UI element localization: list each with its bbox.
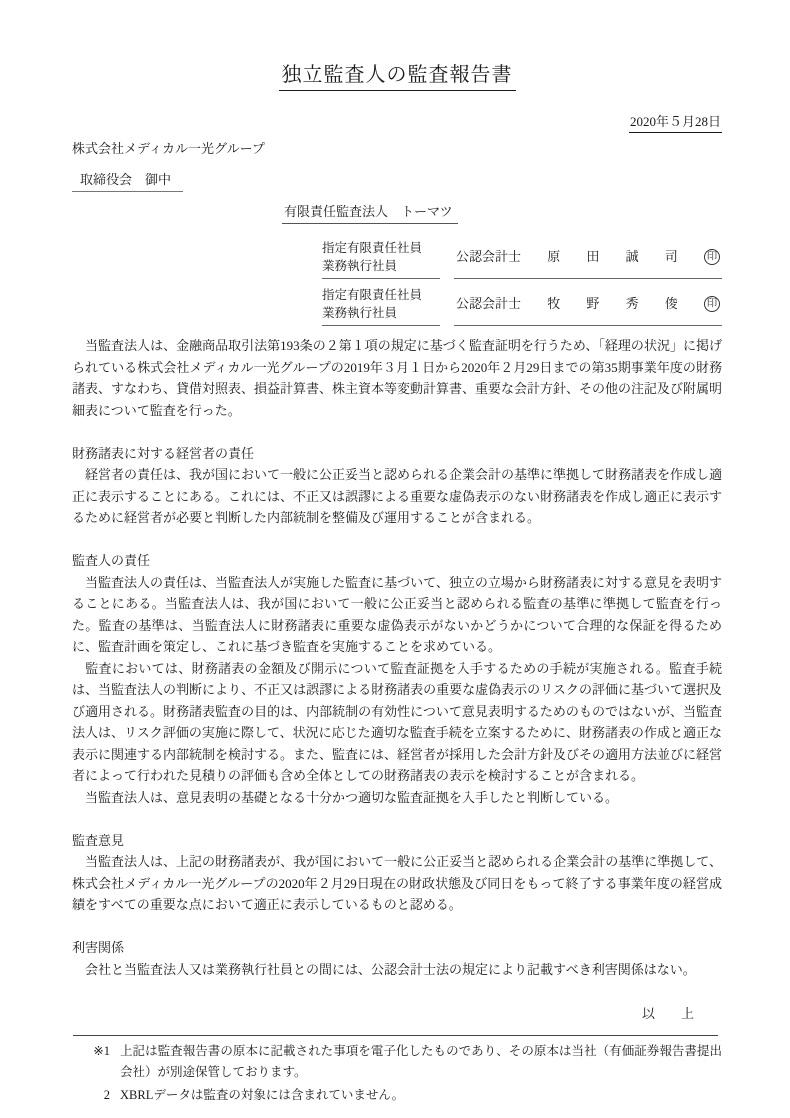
- closing-mark: 以 上: [641, 1006, 694, 1021]
- signatory-role-line2: 業務執行社員: [322, 305, 398, 320]
- footnote: [72, 1041, 722, 1083]
- signatory-role-line2: 業務執行社員: [322, 258, 398, 273]
- seal-icon: 印: [704, 296, 720, 312]
- signatory-name-char: 誠: [625, 249, 639, 265]
- date-row: [72, 113, 722, 133]
- section-paragraph: 会社と当監査法人又は業務執行社員との間には、公認会計士法の規定により記載すべき利害関係はない。: [72, 961, 696, 977]
- footnote-text: 上記は監査報告書の原本に記載された事項を電子化したものであり、その原本は当社（有価証券報告書提出会社）が別途保管しております。: [120, 1043, 722, 1079]
- section-heading: 利害関係: [72, 940, 125, 955]
- addressee-board-row: [72, 171, 722, 192]
- signatory-role-line1: 指定有限責任社員: [322, 288, 423, 302]
- signatory-name-line: [454, 287, 722, 326]
- cpa-title: 公認会計士: [456, 296, 522, 312]
- signatory-name-char: 司: [664, 249, 678, 265]
- footnotes: [72, 1041, 722, 1106]
- section-audit-opinion: [72, 830, 722, 916]
- section-paragraph: 当監査法人は、上記の財務諸表が、我が国において一般に公正妥当と認められる企業会計の基準に準拠して、株式会社メディカル一光グループの2020年２月29日現在の財政状態及び同日をもって終了する事業年度の経営成績をすべての重要な点において適正に表示しているものと認める。: [72, 854, 722, 912]
- footnote: [72, 1085, 722, 1106]
- section-heading: 財務諸表に対する経営者の責任: [72, 445, 255, 461]
- audit-firm-name: 有限責任監査法人 トーマツ: [282, 203, 458, 224]
- section-heading: 監査意見: [72, 832, 125, 848]
- cpa-title: 公認会計士: [456, 249, 522, 265]
- addressee-board: 取締役会 御中: [72, 171, 183, 192]
- signatory-name-char: 野: [586, 296, 600, 312]
- footnote-marker: ※1: [93, 1043, 110, 1058]
- seal-icon: 印: [704, 249, 720, 265]
- signatory-name-char: 牧: [547, 296, 561, 312]
- report-date: 2020年５月28日: [629, 113, 722, 133]
- section-paragraph: 当監査法人は、意見表明の基礎となる十分かつ適切な監査証拠を入手したと判断している。: [72, 789, 619, 805]
- section-paragraph: 経営者の責任は、我が国において一般に公正妥当と認められる企業会計の基準に準拠して財務諸表を作成し適正に表示することにある。これには、不正又は誤謬による重要な虚偽表示のない財務諸表を作成し適正に表示するために経営者が必要と判断した内部統制を整備及び運用することが含まれる。: [72, 467, 723, 525]
- signature-row: [322, 240, 722, 279]
- footnote-marker: 2: [103, 1087, 110, 1102]
- signatory-role: [322, 287, 440, 326]
- closing-row: [72, 1003, 722, 1025]
- section-conflict-of-interest: [72, 937, 722, 980]
- audit-firm-row: [282, 203, 722, 224]
- document-title: 独立監査人の監査報告書: [279, 62, 516, 91]
- section-heading: 監査人の責任: [72, 553, 151, 568]
- footnote-text: XBRLデータは監査の対象には含まれていません。: [120, 1087, 405, 1102]
- addressee-company: 株式会社メディカル一光グループ: [72, 141, 265, 156]
- section-management-responsibility: [72, 443, 722, 529]
- title-row: [72, 62, 722, 91]
- signatory-name-char: 俊: [664, 296, 678, 312]
- signature-block: [322, 240, 722, 326]
- section-paragraph: 当監査法人の責任は、当監査法人が実施した監査に基づいて、独立の立場から財務諸表に対する意見を表明することにある。当監査法人は、我が国において一般に公正妥当と認められる監査の基準に準拠して監査を行った。監査の基準は、当監査法人に財務諸表に重要な虚偽表示がないかどうかについて合理的な保証を得るために、監査計画を策定し、これに基づき監査を実施することを求めている。: [72, 574, 722, 654]
- footnote-divider: [73, 1035, 718, 1036]
- signatory-name-char: 田: [586, 249, 600, 265]
- signatory-name-char: 秀: [625, 296, 639, 312]
- signatory-role-line1: 指定有限責任社員: [322, 241, 423, 255]
- signatory-name-line: [454, 240, 722, 279]
- signatory-role: [322, 240, 440, 279]
- intro-paragraph: 当監査法人は、金融商品取引法第193条の２第１項の規定に基づく監査証明を行うため、「経理の状況」に掲げられている株式会社メディカル一光グループの2019年３月１日から2020年２月29日までの第35期事業年度の財務諸表、すなわち、貸借対照表、損益計算書、株主資本等変動計算書、重要な会計方針、その他の注記及び附属明細表について監査を行った。: [72, 338, 723, 418]
- signature-row: [322, 287, 722, 326]
- section-paragraph: 監査においては、財務諸表の金額及び開示について監査証拠を入手するための手続が実施される。監査手続は、当監査法人の判断により、不正又は誤謬による財務諸表の重要な虚偽表示のリスクの評価に基づいて選択及び適用される。財務諸表監査の目的は、内部統制の有効性について意見表明するためのものではないが、当監査法人は、リスク評価の実施に際して、状況に応じた適切な監査手続を立案するために、財務諸表の作成と適正な表示に関連する内部統制を検討する。また、監査には、経営者が採用した会計方針及びその適用方法並びに経営者によって行われた見積りの評価も含め全体としての財務諸表の表示を検討することが含まれる。: [72, 660, 723, 783]
- section-auditor-responsibility: [72, 550, 722, 808]
- signatory-name-char: 原: [547, 249, 561, 265]
